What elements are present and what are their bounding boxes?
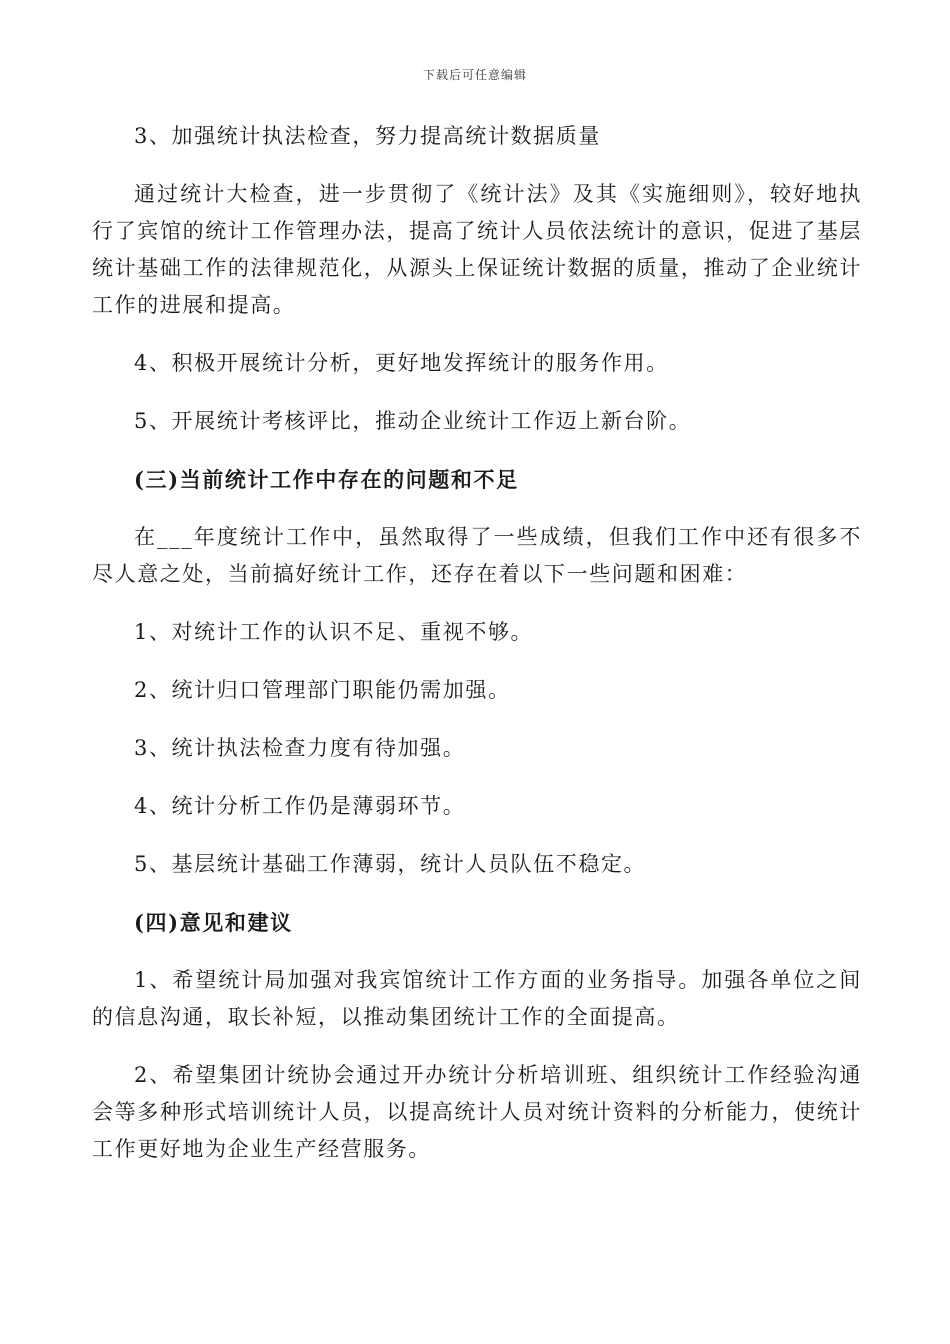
problem-item-2: 2、统计归口管理部门职能仍需加强。 — [134, 678, 511, 702]
suggestion-item-1: 1、希望统计局加强对我宾馆统计工作方面的业务指导。加强各单位之间的信息沟通，取长补短，以推动集团统计工作的全面提高。 — [92, 968, 862, 1029]
problem-item-5: 5、基层统计基础工作薄弱，统计人员队伍不稳定。 — [134, 852, 647, 876]
suggestion-item-2: 2、希望集团计统协会通过开办统计分析培训班、组织统计工作经验沟通会等多种形式培训统计人员，以提高统计人员对统计资料的分析能力，使统计工作更好地为企业生产经营服务。 — [92, 1063, 862, 1161]
paragraph-inspection-results: 通过统计大检查，进一步贯彻了《统计法》及其《实施细则》，较好地执行了宾馆的统计工作管理办法，提高了统计人员依法统计的意识，促进了基层统计基础工作的法律规范化，从源头上保证统计数据的质量，推动了企业统计工作的进展和提高。 — [92, 182, 862, 317]
paragraph-problems-intro: 在___年度统计工作中，虽然取得了一些成绩，但我们工作中还有很多不尽人意之处，当前搞好统计工作，还存在着以下一些问题和困难： — [92, 525, 862, 586]
paragraph-item-5-evaluation: 5、开展统计考核评比，推动企业统计工作迈上新台阶。 — [134, 409, 692, 433]
document-body — [92, 118, 862, 1189]
problem-item-4: 4、统计分析工作仍是薄弱环节。 — [134, 794, 466, 818]
section-heading-problems: (三)当前统计工作中存在的问题和不足 — [134, 467, 519, 492]
section-heading-suggestions: (四)意见和建议 — [134, 910, 293, 935]
problem-item-3: 3、统计执法检查力度有待加强。 — [134, 736, 466, 760]
problem-item-1: 1、对统计工作的认识不足、重视不够。 — [134, 620, 534, 644]
page-header-note: 下载后可任意编辑 — [422, 68, 527, 82]
paragraph-item-4-analysis: 4、积极开展统计分析，更好地发挥统计的服务作用。 — [134, 351, 669, 375]
paragraph-item-3-enforcement: 3、加强统计执法检查，努力提高统计数据质量 — [134, 124, 601, 148]
